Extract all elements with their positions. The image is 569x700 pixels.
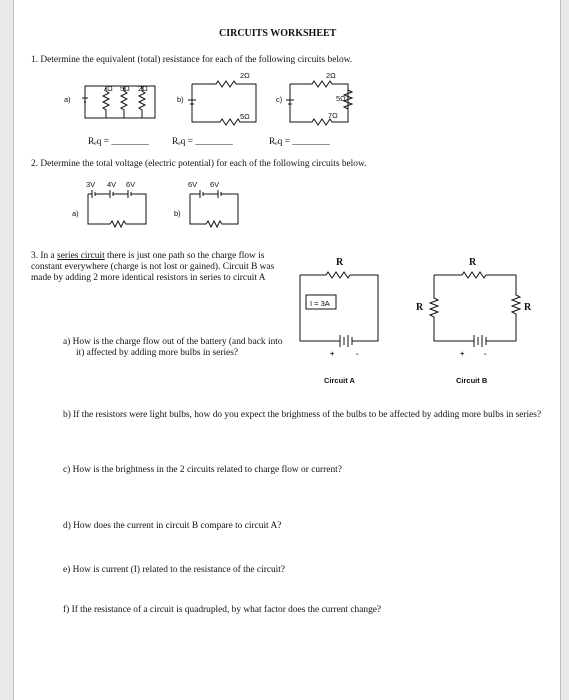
q1b-label: b) [177,95,184,104]
q2b-voltage-1: 6V [188,180,198,189]
q2a-voltage-2: 4V [107,180,117,189]
q2b-label: b) [174,209,181,218]
q1a-label: a) [64,95,71,104]
q3-intro-rest: there is just one path so the charge flow is constant everywhere (charge is not lost or gained). Circuit B was made by adding 2 more identical resistors in series to circuit A [31,251,275,283]
circuit-a-diagram [296,267,386,363]
q3-part-b: b) If the resistors were light bulbs, how do you expect the brightness of the bulbs to be affected by adding more bulbs in series? [63,410,542,420]
circuit-b-resistor-left-label: R [416,302,424,313]
q1b-resistor-1: 2Ω [240,71,250,80]
q3-part-e: e) How is current (I) related to the resistance of the circuit? [63,565,286,575]
q1a-answer-blank[interactable]: Rₑq = ________ [88,137,149,147]
circuit-b-diagram [426,267,526,363]
q1c-label: c) [276,95,283,104]
q1b-answer-blank[interactable]: Rₑq = ________ [172,137,233,147]
q1b-circuit [188,80,268,128]
q2b-voltage-2: 6V [210,180,220,189]
circuit-a-caption: Circuit A [324,376,355,385]
q3-part-d: d) How does the current in circuit B compare to circuit A? [63,521,282,531]
worksheet-page [13,0,561,700]
q1c-resistor-1: 2Ω [326,71,336,80]
circuit-a-minus: - [356,349,359,358]
circuit-b-resistor-right-label: R [524,302,532,313]
circuit-b-minus: - [484,349,487,358]
q1c-circuit [286,80,366,128]
q1b-resistor-2: 5Ω [240,112,250,121]
worksheet-title: CIRCUITS WORKSHEET [219,28,337,39]
circuit-a-plus: + [330,349,335,358]
q2a-voltage-3: 6V [126,180,136,189]
q1c-answer-blank[interactable]: Rₑq = ________ [269,137,330,147]
circuit-b-plus: + [460,349,465,358]
circuit-a-resistor-label: R [336,257,344,268]
q3-intro [31,251,287,284]
q2a-voltage-1: 3V [86,180,96,189]
q3-intro-start: 3. In a [31,251,58,261]
q1c-resistor-2: 5Ω [336,94,346,103]
circuit-b-resistor-top-label: R [469,257,477,268]
q3-part-a: a) How is the charge flow out of the battery (and back into it) affected by adding more bulbs in series? [63,337,283,358]
q2a-label: a) [72,209,79,218]
circuit-b-caption: Circuit B [456,376,488,385]
q1a-resistor-3: 2Ω [138,84,148,93]
q3-part-f: f) If the resistance of a circuit is quadrupled, by what factor does the current change? [63,605,382,615]
circuit-a-current-label: I = 3A [310,299,330,308]
q3-part-c: c) How is the brightness in the 2 circuits related to charge flow or current? [63,465,342,475]
q2b-circuit [186,188,246,230]
q1c-resistor-3: 7Ω [328,111,338,120]
q1a-resistor-2: 5Ω [120,84,130,93]
q2a-circuit [84,188,154,230]
q1-prompt: 1. Determine the equivalent (total) resistance for each of the following circuits below. [31,55,353,65]
q1a-resistor-1: 7Ω [103,84,113,93]
q2-prompt: 2. Determine the total voltage (electric potential) for each of the following circuits below. [31,159,367,169]
q3-intro-series-circuit: series circuit [57,251,105,261]
